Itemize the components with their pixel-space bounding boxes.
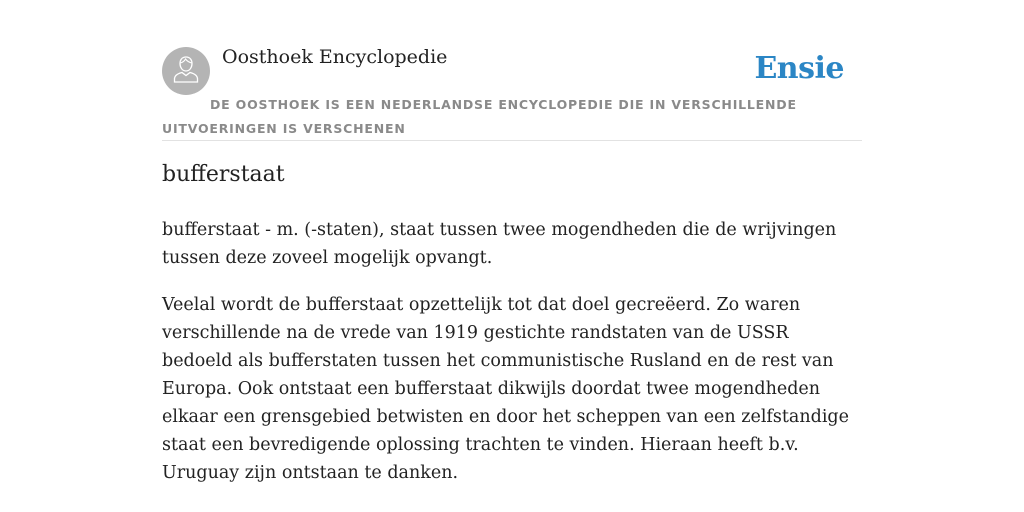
- article-title: bufferstaat: [162, 162, 285, 187]
- article-paragraph: bufferstaat - m. (-staten), staat tussen twee mogendheden die de wrijvingen tussen deze zoveel mogelijk opvangt.: [162, 220, 837, 268]
- source-title[interactable]: Oosthoek Encyclopedie: [222, 46, 448, 68]
- article-body: [162, 216, 862, 506]
- avatar[interactable]: [162, 47, 210, 95]
- source-header: [162, 40, 862, 141]
- source-description: DE OOSTHOEK IS EEN NEDERLANDSE ENCYCLOPEDIE DIE IN VERSCHILLENDE UITVOERINGEN IS VERSCHENEN: [162, 97, 797, 136]
- ensie-logo-link[interactable]: Ensie: [754, 51, 844, 86]
- article-paragraph: Veelal wordt de bufferstaat opzettelijk tot dat doel gecreëerd. Zo waren verschillende na de vrede van 1919 gestichte randstaten van de USSR bedoeld als bufferstaten tussen het communistische Rusland en de rest van Europa. Ook ontstaat een bufferstaat dikwijls doordat twee mogendheden elkaar een grensgebied betwisten en door het scheppen van een zelfstandige staat een bevredigende oplossing trachten te vinden. Hieraan heeft b.v. Uruguay zijn ontstaan te danken.: [162, 295, 849, 483]
- user-icon: [173, 54, 199, 89]
